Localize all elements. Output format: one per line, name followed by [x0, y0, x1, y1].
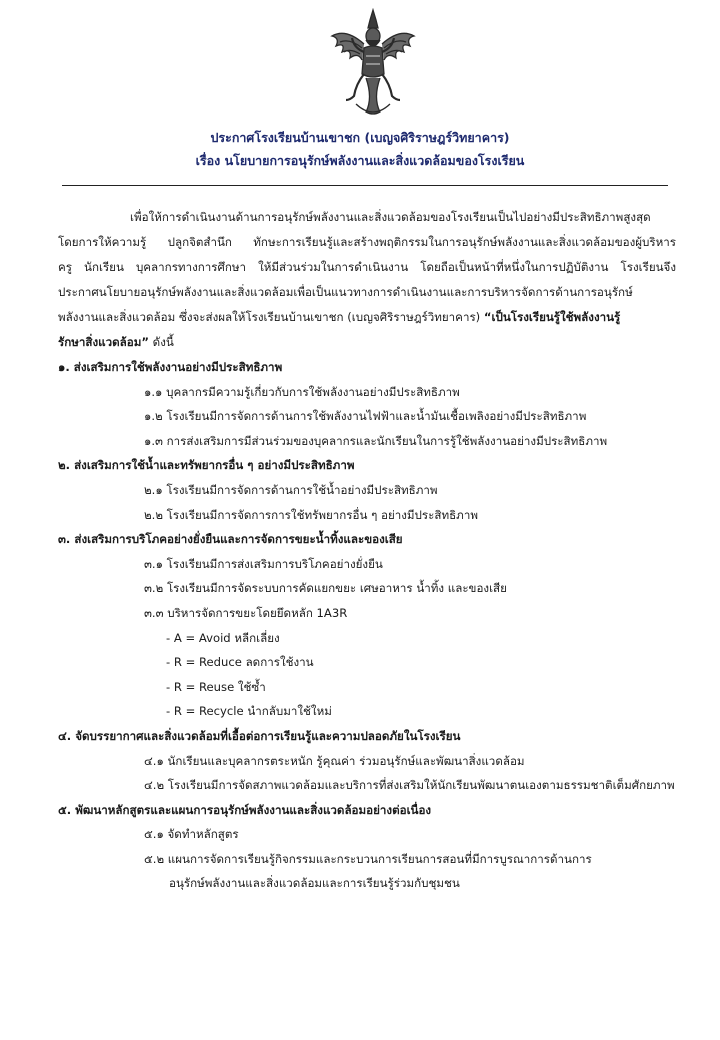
- section-heading: ๑. ส่งเสริมการใช้พลังงานอย่างมีประสิทธิภาพ: [58, 360, 283, 374]
- list-item: ๒.๒ โรงเรียนมีการจัดการการใช้ทรัพยากรอื่น ๆ อย่างมีประสิทธิภาพ: [144, 507, 478, 522]
- sub-list-item: - R = Recycle นำกลับมาใช้ใหม่: [166, 704, 332, 719]
- list-item: ๓.๑ โรงเรียนมีการส่งเสริมการบริโภคอย่างยั่งยืน: [144, 556, 383, 571]
- intro-line: [58, 305, 676, 330]
- intro-line: เพื่อให้การดำเนินงานด้านการอนุรักษ์พลังงานและสิ่งแวดล้อมของโรงเรียนเป็นไปอย่างมีประสิทธิภาพสูงสุด: [130, 210, 651, 224]
- sub-list-item: - R = Reuse ใช้ซ้ำ: [166, 679, 266, 694]
- list-item: ๓.๓ บริหารจัดการขยะโดยยึดหลัก 1A3R: [144, 605, 348, 620]
- list-item: ๒.๑ โรงเรียนมีการจัดการด้านการใช้น้ำอย่างมีประสิทธิภาพ: [144, 482, 438, 497]
- list-item: ๕.๒ แผนการจัดการเรียนรู้กิจกรรมและกระบวนการเรียนการสอนที่มีการบูรณาการด้านการ: [144, 851, 592, 866]
- section-heading: ๕. พัฒนาหลักสูตรและแผนการอนุรักษ์พลังงานและสิ่งแวดล้อมอย่างต่อเนื่อง: [58, 802, 432, 817]
- list-item: ๔.๒ โรงเรียนมีการจัดสภาพแวดล้อมและบริการที่ส่งเสริมให้นักเรียนพัฒนาตนเองตามธรรมชาติเต็มศักยภาพ: [144, 778, 675, 793]
- intro-line: [58, 330, 676, 355]
- section-heading: ๓. ส่งเสริมการบริโภคอย่างยั่งยืนและการจัดการขยะน้ำทิ้งและของเสีย: [58, 532, 403, 547]
- intro-line: โดยการให้ความรู้ ปลูกจิตสำนึก ทักษะการเรียนรู้และสร้างพฤติกรรมในการอนุรักษ์พลังงานและสิ่งแวดล้อมของผู้บริหาร: [58, 235, 676, 249]
- intro-text: พลังงานและสิ่งแวดล้อม ซึ่งจะส่งผลให้โรงเรียนบ้านเขาชก (เบญจศิริราษฎร์วิทยาคาร): [58, 310, 484, 324]
- intro-text: ดังนี้: [148, 335, 174, 349]
- section-heading: ๒. ส่งเสริมการใช้น้ำและทรัพยากรอื่น ๆ อย่างมีประสิทธิภาพ: [58, 458, 355, 473]
- list-item: ๓.๒ โรงเรียนมีการจัดระบบการคัดแยกขยะ เศษอาหาร น้ำทิ้ง และของเสีย: [144, 581, 507, 596]
- intro-line: ครู นักเรียน บุคลากรทางการศึกษา ให้มีส่วนร่วมในการดำเนินงาน โดยถือเป็นหน้าที่หนึ่งในการปฏิบัติงาน โรงเรียนจึง: [58, 260, 676, 274]
- school-motto: “เป็นโรงเรียนรู้ใช้พลังงานรู้: [483, 310, 621, 324]
- list-item: ๑.๒ โรงเรียนมีการจัดการด้านการใช้พลังงานไฟฟ้าและน้ำมันเชื้อเพลิงอย่างมีประสิทธิภาพ: [144, 409, 587, 424]
- list-item-continuation: อนุรักษ์พลังงานและสิ่งแวดล้อมและการเรียนรู้ร่วมกับชุมชน: [169, 876, 460, 891]
- header-divider: [62, 185, 668, 186]
- intro-paragraph: [58, 205, 676, 355]
- list-item: ๕.๑ จัดทำหลักสูตร: [144, 827, 239, 842]
- document-body: [58, 205, 676, 896]
- school-motto: รักษาสิ่งแวดล้อม”: [58, 335, 149, 349]
- announcement-title: ประกาศโรงเรียนบ้านเขาชก (เบญจศิริราษฎร์วิทยาคาร): [210, 130, 510, 145]
- intro-line: ประกาศนโยบายอนุรักษ์พลังงานและสิ่งแวดล้อมเพื่อเป็นแนวทางการดำเนินงานและการบริหารจัดการด้านการอนุรักษ์: [58, 285, 633, 299]
- section-heading: ๔. จัดบรรยากาศและสิ่งแวดล้อมที่เอื้อต่อการเรียนรู้และความปลอดภัยในโรงเรียน: [58, 728, 461, 743]
- garuda-emblem-icon: [326, 8, 420, 120]
- list-item: ๔.๑ นักเรียนและบุคลากรตระหนัก รู้คุณค่า ร่วมอนุรักษ์และพัฒนาสิ่งแวดล้อม: [144, 753, 525, 768]
- sub-list-item: - R = Reduce ลดการใช้งาน: [166, 655, 314, 670]
- announcement-subject: เรื่อง นโยบายการอนุรักษ์พลังงานและสิ่งแวดล้อมของโรงเรียน: [195, 153, 525, 168]
- list-item: ๑.๓ การส่งเสริมการมีส่วนร่วมของบุคลากรและนักเรียนในการรู้ใช้พลังงานอย่างมีประสิทธิภาพ: [144, 433, 608, 448]
- sub-list-item: - A = Avoid หลีกเลี่ยง: [166, 630, 280, 645]
- list-item: ๑.๑ บุคลากรมีความรู้เกี่ยวกับการใช้พลังงานอย่างมีประสิทธิภาพ: [144, 384, 460, 399]
